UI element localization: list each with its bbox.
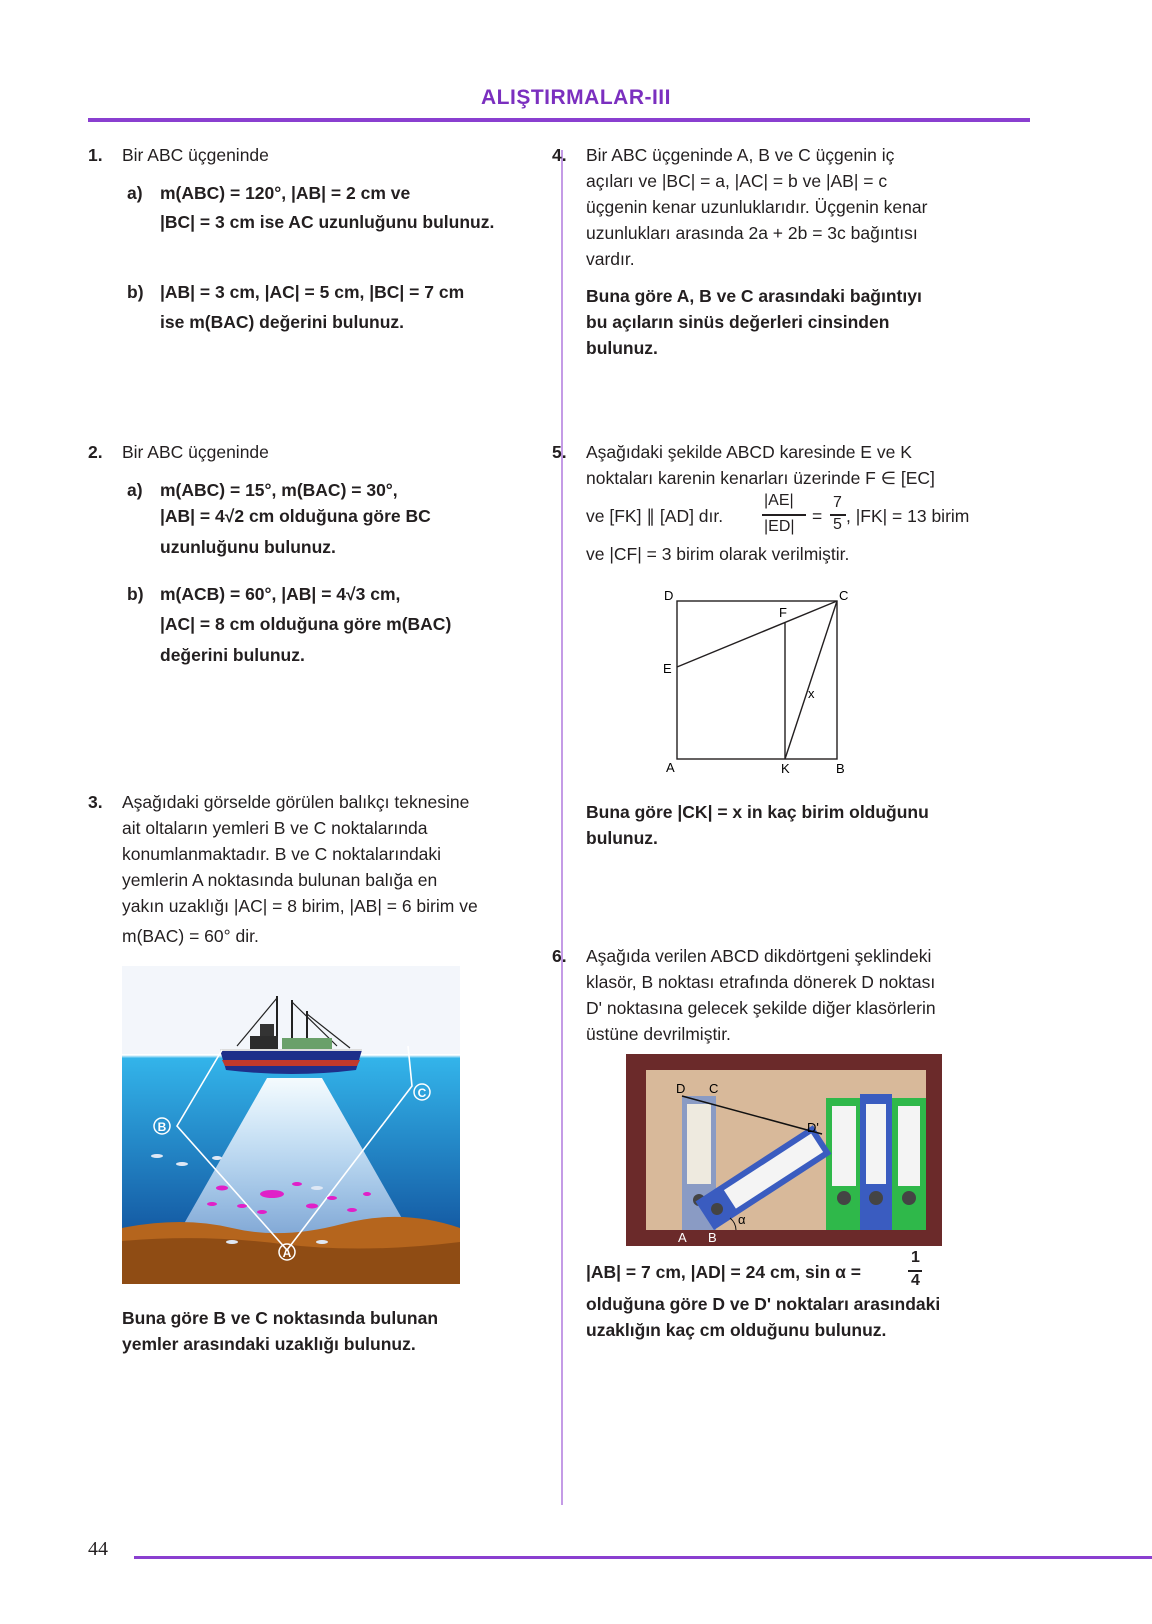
part-label: b) xyxy=(127,584,144,604)
part-b-line-2: |AC| = 8 cm olduğuna göre m(BAC) xyxy=(160,614,452,634)
svg-text:B: B xyxy=(157,1120,167,1134)
svg-text:C: C xyxy=(417,1086,427,1100)
question-text-line: noktaları karenin kenarları üzerinde F ∈ [EC] xyxy=(586,468,935,488)
page-number: 44 xyxy=(88,1538,108,1560)
equals-sign: = xyxy=(812,506,823,526)
fishing-boat-figure xyxy=(122,966,460,1284)
label-f: F xyxy=(779,605,787,620)
part-b-line-1: |AB| = 3 cm, |AC| = 5 cm, |BC| = 7 cm xyxy=(160,282,465,302)
given-values: |AB| = 7 cm, |AD| = 24 cm, sin α = xyxy=(586,1262,861,1282)
question-text-line: yakın uzaklığı |AC| = 8 birim, |AB| = 6 birim ve xyxy=(122,896,478,916)
label-alpha: α xyxy=(738,1212,746,1227)
segment-ck xyxy=(785,601,837,759)
question-text-line: yemlerin A noktasında bulunan balığa en xyxy=(122,870,438,890)
question-text-line: m(BAC) = 60° dir. xyxy=(122,926,259,946)
question-text-line: , |FK| = 13 birim xyxy=(846,506,970,526)
question-intro: Bir ABC üçgeninde xyxy=(122,442,269,462)
part-a-line-2: |AB| = 4√2 cm olduğuna göre BC xyxy=(160,506,431,526)
question-number: 4. xyxy=(552,145,567,165)
question-text-line: Aşağıdaki şekilde ABCD karesinde E ve K xyxy=(586,442,912,462)
question-number: 1. xyxy=(88,145,103,165)
label-d-prime: D' xyxy=(807,1120,819,1135)
label-b: B xyxy=(708,1230,717,1245)
question-number: 2. xyxy=(88,442,103,462)
question-text-line: ve |CF| = 3 birim olarak verilmiştir. xyxy=(586,544,850,564)
question-text-line: açıları ve |BC| = a, |AC| = b ve |AB| = c xyxy=(586,171,888,191)
value-denominator: 5 xyxy=(833,516,842,533)
question-text-line: ve [FK] ∥ [AD] dır. xyxy=(586,506,724,526)
ratio-denominator: |ED| xyxy=(764,518,795,535)
fraction-bar xyxy=(762,514,806,516)
label-a: A xyxy=(666,760,675,775)
question-text-line: uzunlukları arasında 2a + 2b = 3c bağıntısı xyxy=(586,223,918,243)
label-x: x xyxy=(808,686,815,701)
question-prompt-line: bu açıların sinüs değerleri cinsinden xyxy=(586,312,890,332)
question-text-line: üstüne devrilmiştir. xyxy=(586,1024,731,1044)
question-text-line: Bir ABC üçgeninde A, B ve C üçgenin iç xyxy=(586,145,895,165)
question-prompt-line: Buna göre B ve C noktasında bulunan xyxy=(122,1308,439,1328)
binder-label xyxy=(687,1104,711,1184)
part-b-line-3: değerini bulunuz. xyxy=(160,645,305,665)
binder-green-left xyxy=(826,1098,862,1230)
question-text-line: Aşağıda verilen ABCD dikdörtgeni şeklindeki xyxy=(586,946,932,966)
label-k: K xyxy=(781,761,790,776)
label-c: C xyxy=(839,588,849,603)
segment-ec xyxy=(677,601,837,667)
part-label: a) xyxy=(127,183,143,203)
part-label: b) xyxy=(127,282,144,302)
label-d: D xyxy=(676,1081,686,1096)
question-intro: Bir ABC üçgeninde xyxy=(122,145,269,165)
part-a-line-3: uzunluğunu bulunuz. xyxy=(160,537,336,557)
question-number: 5. xyxy=(552,442,567,462)
question-text-line: klasör, B noktası etrafında dönerek D noktası xyxy=(586,972,936,992)
question-text-line: D' noktasına gelecek şekilde diğer klasörlerin xyxy=(586,998,936,1018)
question-prompt-line: yemler arasındaki uzaklığı bulunuz. xyxy=(122,1334,416,1354)
header-rule xyxy=(88,118,1030,122)
question-text-line: Aşağıdaki görselde görülen balıkçı teknesine xyxy=(122,792,470,812)
sin-numerator: 1 xyxy=(911,1249,920,1266)
value-numerator: 7 xyxy=(833,494,842,511)
part-a-line-2: |BC| = 3 cm ise AC uzunluğunu bulunuz. xyxy=(160,212,495,232)
square-figure xyxy=(655,583,865,779)
column-divider xyxy=(561,150,563,1505)
binder-blue xyxy=(860,1094,892,1230)
question-text-line: ait oltaların yemleri B ve C noktalarında xyxy=(122,818,428,838)
square-abcd xyxy=(677,601,837,759)
part-a-line-1: m(ABC) = 15°, m(BAC) = 30°, xyxy=(160,480,398,500)
question-prompt-line: olduğuna göre D ve D' noktaları arasındaki xyxy=(586,1294,941,1314)
sin-denominator: 4 xyxy=(911,1272,920,1289)
part-label: a) xyxy=(127,480,143,500)
question-prompt-line: bulunuz. xyxy=(586,828,658,848)
label-a: A xyxy=(678,1230,687,1245)
label-b: B xyxy=(836,761,845,776)
label-d: D xyxy=(664,588,674,603)
question-number: 6. xyxy=(552,946,567,966)
label-c: C xyxy=(709,1081,719,1096)
question-prompt-line: bulunuz. xyxy=(586,338,658,358)
label-e: E xyxy=(663,661,672,676)
part-b-line-2: ise m(BAC) değerini bulunuz. xyxy=(160,312,405,332)
part-b-line-1: m(ACB) = 60°, |AB| = 4√3 cm, xyxy=(160,584,401,604)
svg-text:A: A xyxy=(282,1246,292,1260)
question-prompt-line: uzaklığın kaç cm olduğunu bulunuz. xyxy=(586,1320,887,1340)
binder-green-right xyxy=(892,1098,926,1230)
binder-figure xyxy=(626,1054,942,1246)
footer-rule xyxy=(134,1556,1152,1559)
part-a-line-1: m(ABC) = 120°, |AB| = 2 cm ve xyxy=(160,183,411,203)
question-prompt-line: Buna göre |CK| = x in kaç birim olduğunu xyxy=(586,802,929,822)
page-title: ALIŞTIRMALAR-III xyxy=(481,86,671,109)
question-text-line: üçgenin kenar uzunluklarıdır. Üçgenin kenar xyxy=(586,197,928,217)
question-number: 3. xyxy=(88,792,103,812)
question-prompt-line: Buna göre A, B ve C arasındaki bağıntıyı xyxy=(586,286,922,306)
ratio-numerator: |AE| xyxy=(764,492,794,509)
question-text-line: konumlanmaktadır. B ve C noktalarındaki xyxy=(122,844,442,864)
question-text-line: vardır. xyxy=(586,249,635,269)
